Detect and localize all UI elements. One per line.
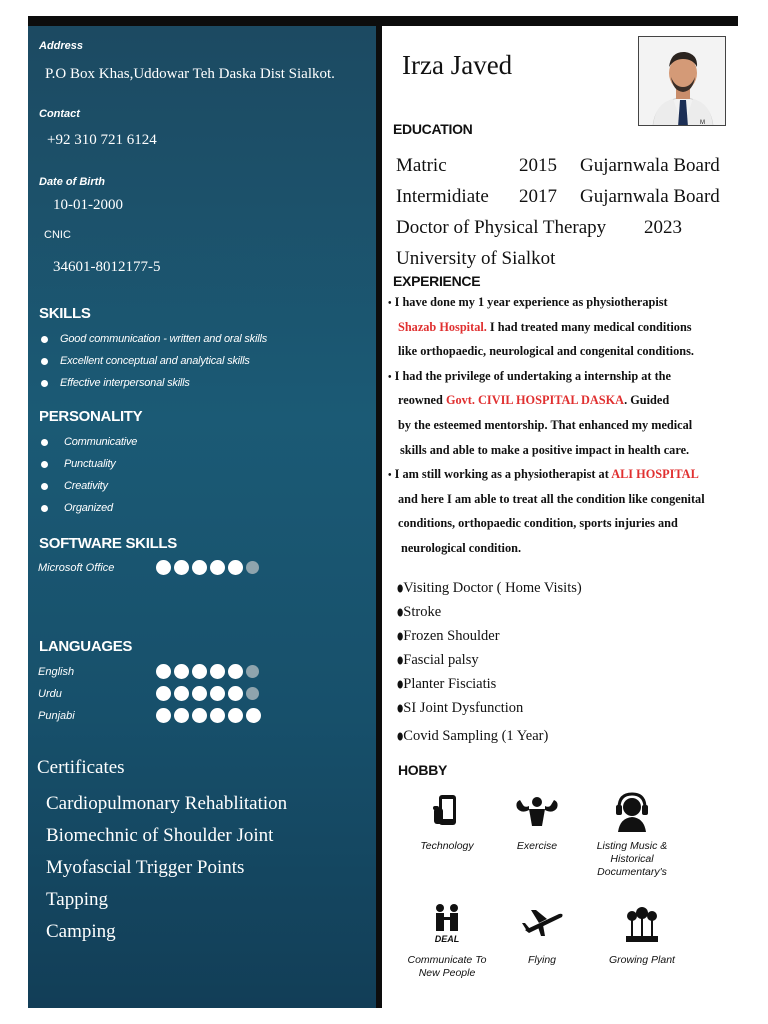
education-row xyxy=(396,181,720,212)
software-row xyxy=(38,560,288,580)
phone-icon xyxy=(427,792,467,832)
skills-list xyxy=(38,328,267,394)
service-item: ⬮Covid Sampling (1 Year) xyxy=(397,728,549,744)
profile-photo xyxy=(638,36,726,126)
bullet-icon: ⬮ xyxy=(397,704,404,715)
service-item: ⬮Fascial palsy xyxy=(397,652,479,668)
experience-line: • I had the privilege of undertaking a internship at the xyxy=(388,368,671,383)
personality-item: Communicative xyxy=(38,431,137,453)
language-name: Urdu xyxy=(38,688,62,700)
hobby-label: Exercise xyxy=(516,840,558,852)
personality-heading: PERSONALITY xyxy=(39,408,143,425)
education-degree: Intermidiate xyxy=(396,186,489,207)
language-row-punjabi xyxy=(38,708,288,728)
rating-dot-filled xyxy=(156,708,171,723)
bullet-icon: ⬮ xyxy=(397,632,404,643)
personality-list xyxy=(38,431,137,519)
experience-line: by the esteemed mentorship. That enhanced my medical xyxy=(398,417,693,432)
rating-dots xyxy=(156,686,259,701)
cnic-label: CNIC xyxy=(44,229,71,241)
hobby-music xyxy=(582,792,682,879)
services-list xyxy=(397,576,582,748)
dob-value: 10-01-2000 xyxy=(53,197,123,213)
contact-value: +92 310 721 6124 xyxy=(47,132,157,148)
bullet-icon: ⬮ xyxy=(397,656,404,667)
experience-line: like orthopaedic, neurological and congenital conditions. xyxy=(398,344,694,359)
hobby-label: Growing Plant xyxy=(609,954,675,966)
hobby-label: Communicate To New People xyxy=(407,954,487,979)
experience-heading: EXPERIENCE xyxy=(393,273,481,289)
rating-dot-filled xyxy=(156,560,171,575)
service-item: ⬮Stroke xyxy=(397,604,442,620)
certificate-item: Cardiopulmonary Rehablitation xyxy=(46,793,288,814)
rating-dot-filled xyxy=(156,686,171,701)
rating-dot-filled xyxy=(210,560,225,575)
rating-dot-empty xyxy=(246,561,259,574)
language-name: Punjabi xyxy=(38,710,75,722)
service-item: ⬮Visiting Doctor ( Home Visits) xyxy=(397,580,582,596)
rating-dot-filled xyxy=(156,664,171,679)
rating-dot-filled xyxy=(228,686,243,701)
education-board: Gujarnwala Board xyxy=(580,155,720,176)
language-row-english xyxy=(38,664,288,684)
rating-dot-filled xyxy=(174,664,189,679)
bullet-icon: ⬮ xyxy=(397,680,404,691)
rating-dot-filled xyxy=(228,560,243,575)
education-year: 2015 xyxy=(519,155,557,176)
education-row xyxy=(396,212,720,243)
rating-dot-filled xyxy=(192,664,207,679)
hobby-heading: HOBBY xyxy=(398,762,448,778)
certificates-heading: Certificates xyxy=(37,757,125,778)
deal-text: DEAL xyxy=(434,934,460,944)
rating-dots xyxy=(156,560,259,575)
hobby-technology xyxy=(402,792,492,853)
certificate-item: Myofascial Trigger Points xyxy=(46,857,245,878)
language-name: English xyxy=(38,666,75,678)
experience-line: Shazab Hospital. I had treated many medical conditions xyxy=(398,319,692,334)
service-item: ⬮SI Joint Dysfunction xyxy=(397,700,524,716)
education-year: 2017 xyxy=(519,186,557,207)
hobby-label: Technology xyxy=(420,840,474,852)
bullet-icon: • xyxy=(388,371,392,383)
education-board: Gujarnwala Board xyxy=(580,186,720,207)
address-value: P.O Box Khas,Uddowar Teh Daska Dist Sialkot. xyxy=(45,66,335,82)
bullet-icon: ⬮ xyxy=(397,732,404,743)
skill-item: Excellent conceptual and analytical skills xyxy=(38,350,267,372)
hobby-label: Listing Music & Historical Documentary's xyxy=(596,840,668,878)
hobby-exercise xyxy=(492,792,582,853)
service-item: ⬮Planter Fisciatis xyxy=(397,676,497,692)
education-heading: EDUCATION xyxy=(393,121,473,137)
experience-line: • I have done my 1 year experience as physiotherapist xyxy=(388,295,668,309)
experience-line: reowned Govt. CIVIL HOSPITAL DASKA. Guided xyxy=(398,393,670,408)
personality-item: Punctuality xyxy=(38,453,137,475)
bullet-icon: ⬮ xyxy=(397,608,404,619)
person-name: Irza Javed xyxy=(402,50,513,80)
muscle-icon xyxy=(511,792,563,832)
certificate-item: Camping xyxy=(46,921,116,942)
education-row xyxy=(396,150,720,181)
hobby-plant xyxy=(592,902,692,967)
skill-item: Effective interpersonal skills xyxy=(38,372,267,394)
rating-dot-filled xyxy=(192,708,207,723)
service-item: ⬮Frozen Shoulder xyxy=(397,628,500,644)
rating-dots xyxy=(156,664,259,679)
experience-line: conditions, orthopaedic condition, sports injuries and xyxy=(398,516,678,531)
rating-dot-filled xyxy=(228,664,243,679)
education-list xyxy=(396,150,720,274)
rating-dot-filled xyxy=(192,560,207,575)
rating-dot-empty xyxy=(246,687,259,700)
education-institution: University of Sialkot xyxy=(396,248,556,269)
languages-heading: LANGUAGES xyxy=(39,638,133,655)
personality-item: Creativity xyxy=(38,475,137,497)
software-heading: SOFTWARE SKILLS xyxy=(39,535,178,552)
rating-dot-empty xyxy=(246,665,259,678)
address-label: Address xyxy=(39,40,84,52)
hobby-label: Flying xyxy=(527,954,556,966)
profile-photo-icon xyxy=(639,37,726,126)
rating-dot-filled xyxy=(210,708,225,723)
certificates-list xyxy=(46,788,287,948)
certificate-item: Tapping xyxy=(46,889,108,910)
rating-dot-filled xyxy=(174,708,189,723)
rating-dot-filled xyxy=(210,686,225,701)
language-row-urdu xyxy=(38,686,288,706)
bullet-icon: • xyxy=(388,298,392,309)
top-bar xyxy=(28,16,738,26)
experience-line: neurological condition. xyxy=(401,540,522,555)
rating-dots xyxy=(156,708,261,723)
skills-heading: SKILLS xyxy=(39,305,91,322)
experience-line: skills and able to make a positive impact in health care. xyxy=(400,442,690,457)
deal-icon xyxy=(427,902,467,946)
experience-text xyxy=(388,290,705,561)
rating-dot-filled xyxy=(228,708,243,723)
svg-text:M: M xyxy=(700,120,705,126)
education-year: 2023 xyxy=(644,217,682,238)
experience-line: • I am still working as a physiotherapist at ALI HOSPITAL xyxy=(388,467,699,482)
personality-item: Organized xyxy=(38,497,137,519)
bullet-icon: • xyxy=(388,470,392,482)
rating-dot-filled xyxy=(210,664,225,679)
hobby-flying xyxy=(497,902,587,967)
education-degree: Matric xyxy=(396,155,447,176)
rating-dot-filled xyxy=(174,560,189,575)
rating-dot-filled xyxy=(192,686,207,701)
education-degree: Doctor of Physical Therapy xyxy=(396,217,607,238)
rating-dot-filled xyxy=(246,708,261,723)
certificate-item: Biomechnic of Shoulder Joint xyxy=(46,825,274,846)
headphones-icon xyxy=(610,792,654,832)
airplane-icon xyxy=(519,902,565,946)
cnic-value: 34601-8012177-5 xyxy=(53,259,161,275)
sidebar xyxy=(28,26,376,1008)
dob-label: Date of Birth xyxy=(39,176,105,188)
hobby-communicate xyxy=(397,902,497,980)
bullet-icon: ⬮ xyxy=(397,584,404,595)
main-column xyxy=(382,26,742,1008)
skill-item: Good communication - written and oral skills xyxy=(38,328,267,350)
rating-dot-filled xyxy=(174,686,189,701)
software-name: Microsoft Office xyxy=(38,562,115,574)
contact-label: Contact xyxy=(39,108,80,120)
experience-line: and here I am able to treat all the condition like congenital xyxy=(398,491,705,506)
plant-icon xyxy=(620,902,664,946)
